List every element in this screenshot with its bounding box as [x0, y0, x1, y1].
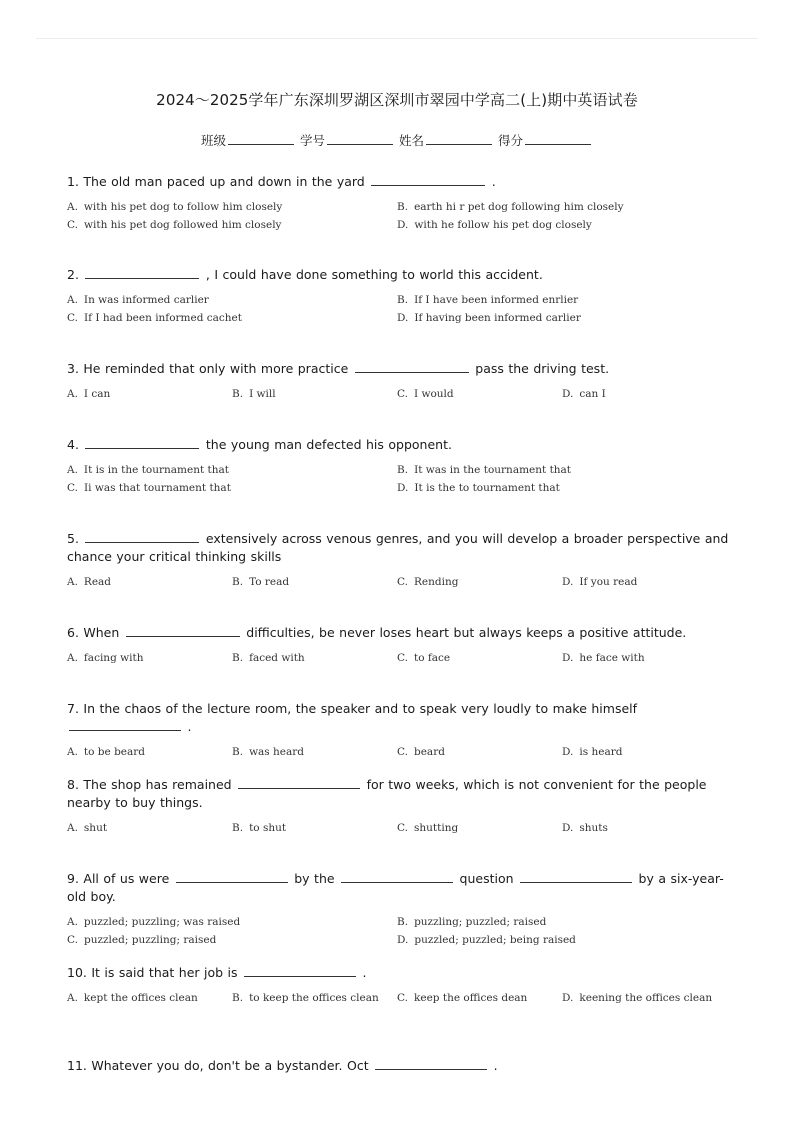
page-title: 2024～2025学年广东深圳罗湖区深圳市翠园中学高二(上)期中英语试卷	[156, 91, 638, 109]
class-field[interactable]: 班级	[201, 131, 296, 149]
option-d[interactable]: D. is heard	[562, 746, 623, 758]
option-a[interactable]: A. puzzled; puzzling; was raised	[67, 916, 241, 928]
option-b[interactable]: B. It was in the tournament that	[397, 464, 572, 476]
option-c[interactable]: C. with his pet dog followed him closely	[67, 219, 282, 231]
question-9	[67, 870, 733, 949]
question-6	[67, 624, 733, 667]
question-2	[67, 266, 733, 327]
answer-blank[interactable]	[244, 965, 356, 977]
option-b[interactable]: B. faced with	[232, 652, 305, 664]
option-a[interactable]: A. shut	[67, 822, 108, 834]
option-c[interactable]: C. shutting	[397, 822, 459, 834]
answer-blank[interactable]	[85, 531, 199, 543]
options	[67, 819, 733, 837]
question-1	[67, 173, 733, 234]
score-field[interactable]: 得分	[498, 131, 593, 149]
question-11	[67, 1057, 733, 1075]
answer-blank-1[interactable]	[176, 871, 288, 883]
answer-blank-2[interactable]	[341, 871, 453, 883]
option-c[interactable]: C. beard	[397, 746, 445, 758]
options	[67, 291, 733, 327]
option-b[interactable]: B. puzzling; puzzled; raised	[397, 916, 547, 928]
question-8	[67, 776, 733, 837]
answer-blank-3[interactable]	[520, 871, 632, 883]
options	[67, 743, 733, 761]
option-b[interactable]: B. I will	[232, 388, 276, 400]
option-c[interactable]: C. to face	[397, 652, 451, 664]
option-a[interactable]: A. facing with	[67, 652, 144, 664]
option-c[interactable]: C. Ii was that tournament that	[67, 482, 231, 494]
option-b[interactable]: B. If I have been informed enrlier	[397, 294, 579, 306]
option-d[interactable]: D. It is the to tournament that	[397, 482, 560, 494]
question-10	[67, 964, 733, 1007]
option-c[interactable]: C. keep the offices dean	[397, 992, 528, 1004]
option-c[interactable]: C. If I had been informed cachet	[67, 312, 242, 324]
question-3	[67, 360, 733, 403]
option-a[interactable]: A. In was informed carlier	[67, 294, 209, 306]
option-a[interactable]: A. kept the offices clean	[67, 992, 198, 1004]
page-top-rule	[36, 38, 758, 39]
options	[67, 385, 733, 403]
answer-blank[interactable]	[355, 361, 469, 373]
question-stem: 4. the young man defected his opponent.	[67, 437, 452, 452]
options	[67, 461, 733, 497]
option-d[interactable]: D. with he follow his pet dog closely	[397, 219, 592, 231]
option-b[interactable]: B. earth hi r pet dog following him closely	[397, 201, 624, 213]
option-b[interactable]: B. to keep the offices clean	[232, 992, 379, 1004]
answer-blank[interactable]	[126, 625, 240, 637]
answer-blank[interactable]	[238, 777, 360, 789]
answer-blank[interactable]	[371, 174, 485, 186]
option-a[interactable]: A. Read	[67, 576, 112, 588]
student-id-field[interactable]: 学号	[300, 131, 395, 149]
option-c[interactable]: C. Rending	[397, 576, 459, 588]
question-stem: 5. extensively across venous genres, and you will develop a broader perspective and chance your critical thinking skills	[67, 531, 729, 564]
option-a[interactable]: A. It is in the tournament that	[67, 464, 229, 476]
answer-blank[interactable]	[85, 267, 199, 279]
answer-blank[interactable]	[375, 1058, 487, 1070]
option-b[interactable]: B. to shut	[232, 822, 287, 834]
question-stem: 6. When difficulties, be never loses heart but always keeps a positive attitude.	[67, 625, 687, 640]
option-d[interactable]: D. puzzled; puzzled; being raised	[397, 934, 576, 946]
options	[67, 198, 733, 234]
options	[67, 573, 733, 591]
option-b[interactable]: B. To read	[232, 576, 290, 588]
question-stem: 9. All of us were by the question by a six-year-old boy.	[67, 871, 724, 904]
question-stem: 11. Whatever you do, don't be a bystander. Oct .	[67, 1058, 498, 1073]
option-d[interactable]: D. he face with	[562, 652, 645, 664]
answer-blank[interactable]	[69, 719, 181, 731]
name-field[interactable]: 姓名	[399, 131, 494, 149]
options	[67, 913, 733, 949]
option-d[interactable]: D. keening the offices clean	[562, 992, 713, 1004]
question-stem: 2. , I could have done something to world this accident.	[67, 267, 543, 282]
option-d[interactable]: D. If you read	[562, 576, 638, 588]
options	[67, 989, 733, 1007]
option-c[interactable]: C. puzzled; puzzling; raised	[67, 934, 217, 946]
option-a[interactable]: A. with his pet dog to follow him closely	[67, 201, 283, 213]
options	[67, 649, 733, 667]
student-info-line	[0, 131, 794, 149]
question-stem: 8. The shop has remained for two weeks, which is not convenient for the people nearby to buy things.	[67, 777, 707, 810]
option-a[interactable]: A. I can	[67, 388, 111, 400]
option-c[interactable]: C. I would	[397, 388, 454, 400]
option-d[interactable]: D. If having been informed carlier	[397, 312, 581, 324]
question-4	[67, 436, 733, 497]
option-a[interactable]: A. to be beard	[67, 746, 146, 758]
question-stem: 3. He reminded that only with more practice pass the driving test.	[67, 361, 610, 376]
option-b[interactable]: B. was heard	[232, 746, 305, 758]
question-stem: 10. It is said that her job is .	[67, 965, 367, 980]
question-stem: 1. The old man paced up and down in the yard .	[67, 174, 496, 189]
answer-blank[interactable]	[85, 437, 199, 449]
option-d[interactable]: D. can I	[562, 388, 606, 400]
question-5	[67, 530, 733, 591]
question-stem: 7. In the chaos of the lecture room, the speaker and to speak very loudly to make himself .	[67, 701, 638, 734]
question-7	[67, 700, 733, 761]
option-d[interactable]: D. shuts	[562, 822, 608, 834]
